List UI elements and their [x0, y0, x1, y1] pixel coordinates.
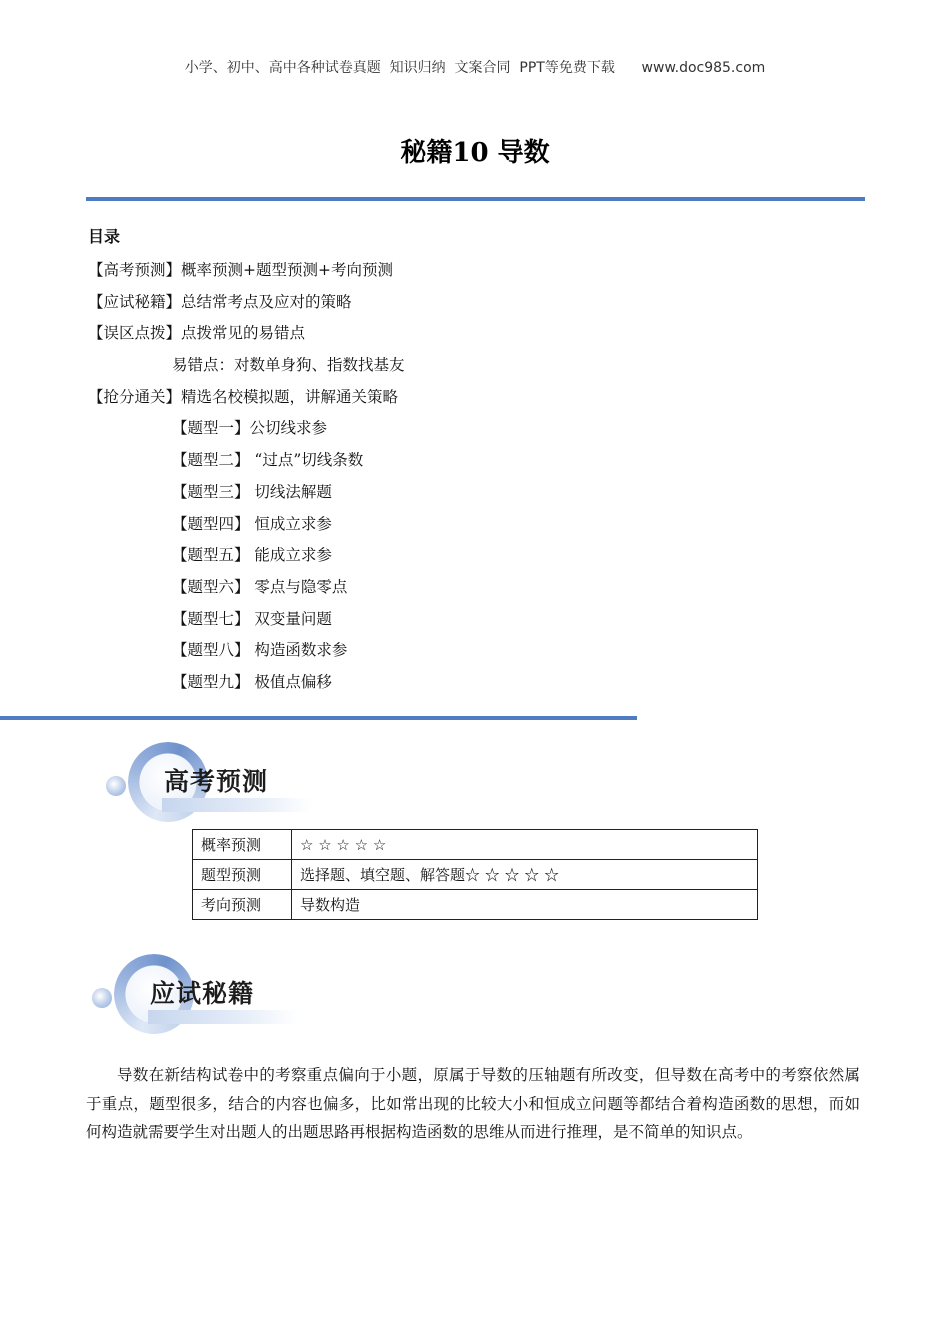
table-of-contents: [88, 255, 848, 699]
toc-item: 【应试秘籍】总结常考点及应对的策略: [88, 292, 352, 311]
toc-heading: 目录: [88, 227, 121, 246]
toc-subitem: 【题型九】 极值点偏移: [172, 672, 332, 691]
table-cell-value: 导数构造: [292, 890, 758, 920]
header-text: 小学、初中、高中各种试卷真题 知识归纳 文案合同 PPT等免费下载: [184, 60, 615, 76]
toc-subitem: 【题型三】 切线法解题: [172, 482, 332, 501]
toc-item: 【误区点拨】点拨常见的易错点: [88, 324, 306, 343]
badge-dot-icon: [106, 776, 126, 796]
table-cell-value: 选择题、填空题、解答题☆ ☆ ☆ ☆ ☆: [292, 860, 758, 890]
badge-dot-icon: [92, 988, 112, 1008]
section-badge-strategy: [92, 952, 312, 1052]
toc-subitem: 【题型二】 “过点”切线条数: [172, 451, 364, 470]
section-badge-gaokao: [106, 740, 326, 840]
title-divider: [86, 197, 865, 201]
prediction-table: [192, 829, 758, 920]
section-title: 高考预测: [164, 767, 269, 796]
toc-subitem: 【题型五】 能成立求参: [172, 546, 332, 565]
toc-subitem: 易错点：对数单身狗、指数找基友: [172, 356, 405, 375]
toc-subitem: 【题型八】 构造函数求参: [172, 641, 348, 660]
strategy-paragraph: 导数在新结构试卷中的考察重点偏向于小题，原属于导数的压轴题有所改变，但导数在高考中的考察依然属于重点，题型很多，结合的内容也偏多，比如常出现的比较大小和恒成立问题等都结合着构造函数的思想，而如何构造就需要学生对出题人的出题思路再根据构造函数的思维从而进行推理，是不简单的知识点。: [86, 1066, 860, 1142]
table-cell-label: 考向预测: [193, 890, 292, 920]
toc-subitem: 【题型四】 恒成立求参: [172, 514, 332, 533]
header-url[interactable]: www.doc985.com: [641, 60, 766, 76]
toc-item: 【抢分通关】精选名校模拟题，讲解通关策略: [88, 387, 399, 406]
toc-subitem: 【题型六】 零点与隐零点: [172, 577, 348, 596]
toc-subitem: 【题型七】 双变量问题: [172, 609, 332, 628]
toc-item: 【高考预测】概率预测+题型预测+考向预测: [88, 261, 393, 279]
table-row: [193, 890, 758, 920]
table-row: [193, 830, 758, 860]
page-header: [0, 57, 950, 77]
toc-subitem: 【题型一】公切线求参: [172, 419, 328, 438]
table-cell-value: ☆ ☆ ☆ ☆ ☆: [292, 830, 758, 860]
section-divider: [0, 716, 637, 720]
section-title: 应试秘籍: [150, 979, 255, 1008]
page-title: 秘籍10 导数: [400, 138, 550, 168]
table-cell-label: 题型预测: [193, 860, 292, 890]
table-row: [193, 860, 758, 890]
table-cell-label: 概率预测: [193, 830, 292, 860]
